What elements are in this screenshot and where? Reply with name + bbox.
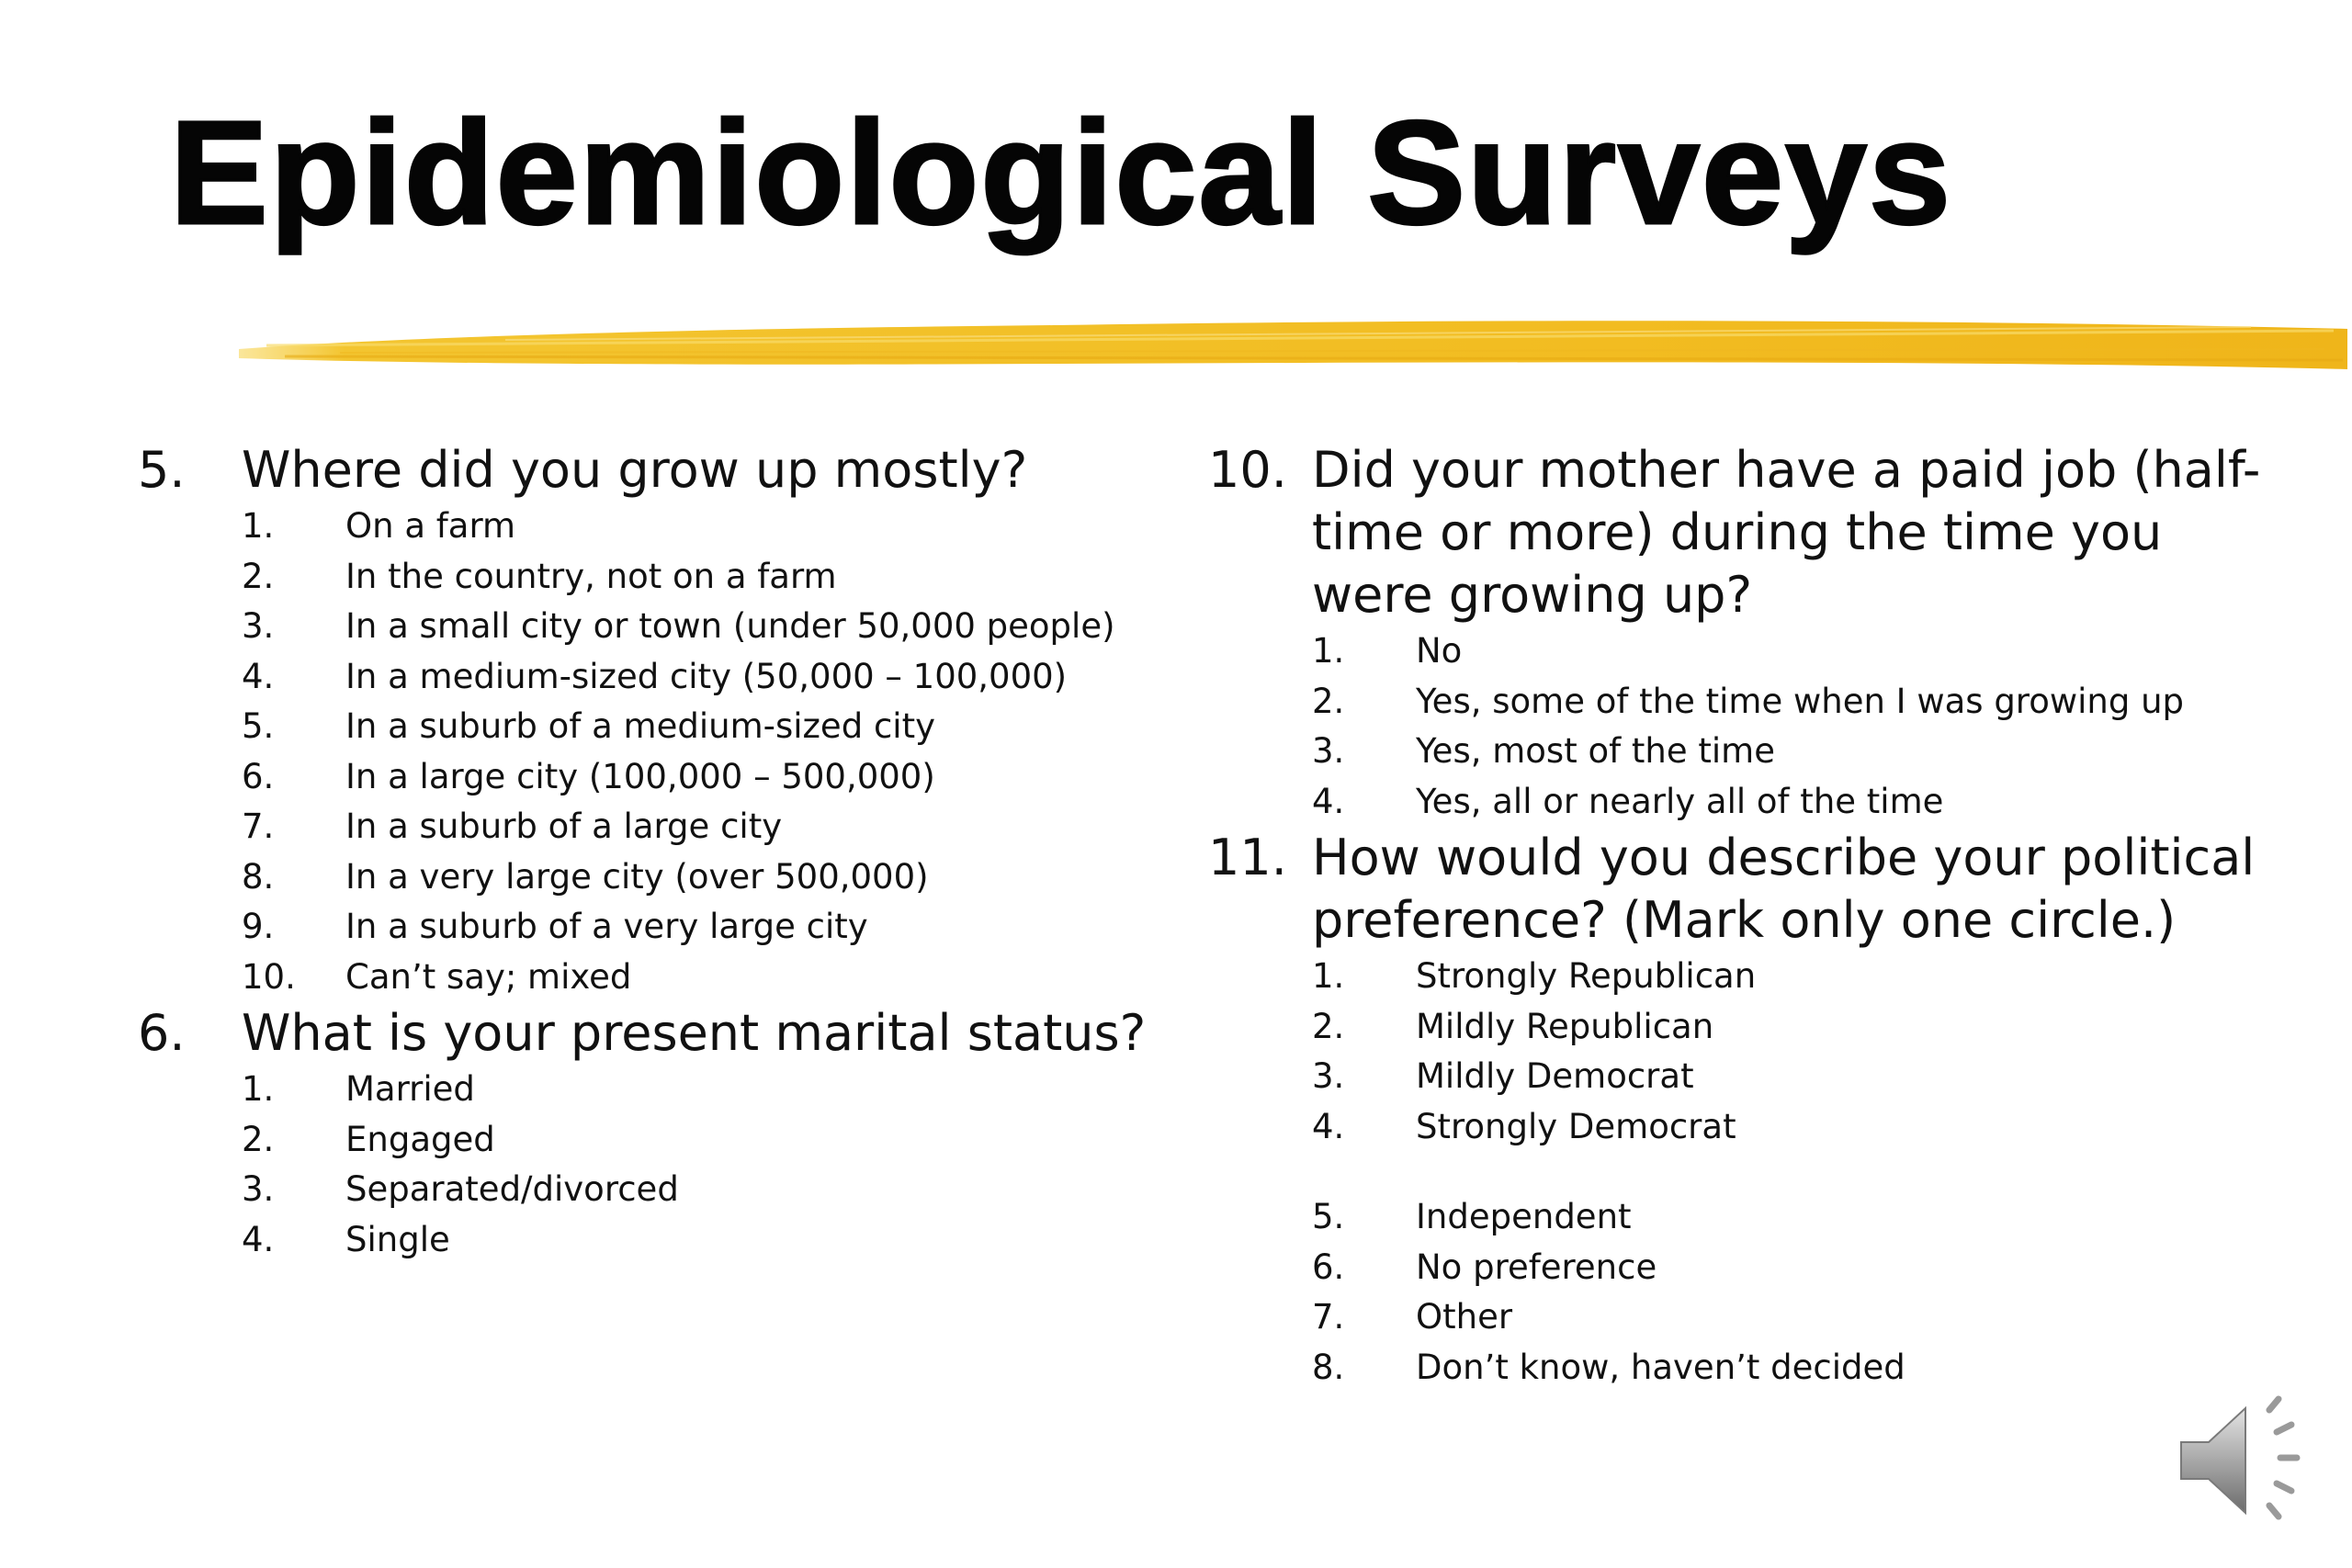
option-text: In a suburb of a large city [345, 807, 783, 846]
list-item [1312, 1243, 2274, 1293]
option-number: 1. [242, 1069, 275, 1109]
option-text: Independent [1416, 1197, 1632, 1236]
option-number: 9. [242, 907, 275, 946]
list-item [1312, 1102, 2274, 1153]
option-text: Yes, all or nearly all of the time [1416, 781, 1944, 821]
option-text: Strongly Republican [1416, 956, 1757, 996]
list-item [242, 702, 1148, 752]
option-number: 8. [1312, 1347, 1345, 1387]
question-number: 5. [138, 441, 186, 499]
list-spacer [1312, 1152, 2274, 1192]
list-item [242, 953, 1148, 1003]
option-text: Married [345, 1069, 475, 1109]
list-item [242, 652, 1148, 703]
question-number: 6. [138, 1004, 186, 1062]
option-number: 1. [242, 506, 275, 546]
list-item [242, 852, 1148, 903]
option-number: 4. [242, 1219, 275, 1259]
list-item [242, 802, 1148, 852]
speaker-icon[interactable] [2174, 1392, 2321, 1529]
list-item [1312, 727, 2274, 777]
list-item [242, 1065, 1148, 1115]
option-number: 1. [1312, 631, 1345, 671]
option-number: 3. [242, 606, 275, 646]
option-list [242, 1065, 1148, 1265]
option-number: 4. [242, 656, 275, 696]
option-text: In a large city (100,000 – 500,000) [345, 756, 935, 796]
list-item [242, 1165, 1148, 1215]
option-text: In a medium-sized city (50,000 – 100,000) [345, 656, 1068, 696]
option-text: Other [1416, 1297, 1513, 1337]
question-text: How would you describe your political preference? (Mark only one circle.) [1312, 829, 2256, 949]
list-item [1312, 626, 2274, 677]
option-text: Yes, some of the time when I was growing up [1416, 681, 2185, 721]
slide-title: Epidemiological Surveys [170, 90, 1952, 254]
question-text: Did your mother have a paid job (half-time or more) during the time you were growing up? [1312, 441, 2261, 624]
option-number: 4. [1312, 1106, 1345, 1146]
option-list [1312, 952, 2274, 1393]
option-text: In the country, not on a farm [345, 556, 837, 596]
option-text: Engaged [345, 1119, 495, 1159]
option-text: In a very large city (over 500,000) [345, 856, 929, 897]
option-number: 10. [242, 956, 296, 997]
option-number: 5. [242, 706, 275, 746]
option-text: No [1416, 631, 1463, 671]
option-text: No preference [1416, 1247, 1657, 1287]
option-number: 6. [242, 756, 275, 796]
option-list [1312, 626, 2274, 827]
list-item [242, 602, 1148, 652]
question-text: What is your present marital status? [242, 1004, 1147, 1062]
list-item [242, 1215, 1148, 1266]
list-item [1312, 1052, 2274, 1102]
list-item [242, 502, 1148, 552]
question-6 [138, 1002, 1148, 1265]
option-text: Mildly Democrat [1416, 1056, 1694, 1096]
option-text: Can’t say; mixed [345, 956, 632, 997]
option-text: Strongly Democrat [1416, 1106, 1736, 1146]
option-number: 5. [1312, 1197, 1345, 1236]
list-item [242, 552, 1148, 603]
option-number: 7. [242, 807, 275, 846]
option-number: 7. [1312, 1297, 1345, 1337]
option-list [242, 502, 1148, 1002]
list-item [1312, 1192, 2274, 1243]
option-number: 2. [242, 1119, 275, 1159]
list-item [1312, 1002, 2274, 1053]
list-item [242, 1115, 1148, 1166]
option-number: 3. [1312, 731, 1345, 771]
option-text: Single [345, 1219, 450, 1259]
option-number: 3. [242, 1169, 275, 1209]
question-number: 11. [1208, 829, 1287, 886]
option-number: 2. [1312, 681, 1345, 721]
option-number: 8. [242, 856, 275, 897]
question-10 [1208, 439, 2274, 827]
list-item [242, 752, 1148, 803]
list-item [242, 902, 1148, 953]
list-item [1312, 777, 2274, 828]
option-text: In a suburb of a medium-sized city [345, 706, 935, 746]
option-text: Don’t know, haven’t decided [1416, 1347, 1905, 1387]
yellow-brush-stroke [230, 303, 2352, 386]
option-text: Separated/divorced [345, 1169, 679, 1209]
option-number: 1. [1312, 956, 1345, 996]
list-item [1312, 1343, 2274, 1393]
question-11 [1208, 827, 2274, 1393]
list-item [1312, 952, 2274, 1002]
list-item [1312, 677, 2274, 728]
option-number: 2. [1312, 1006, 1345, 1046]
option-text: On a farm [345, 506, 516, 546]
option-number: 6. [1312, 1247, 1345, 1287]
question-number: 10. [1208, 441, 1287, 499]
option-number: 3. [1312, 1056, 1345, 1096]
question-5 [138, 439, 1148, 1002]
right-column [1208, 439, 2274, 1393]
option-text: Yes, most of the time [1416, 731, 1775, 771]
option-number: 2. [242, 556, 275, 596]
option-number: 4. [1312, 781, 1345, 821]
option-text: In a suburb of a very large city [345, 907, 868, 946]
option-text: Mildly Republican [1416, 1006, 1714, 1046]
question-text: Where did you grow up mostly? [242, 441, 1028, 499]
left-column [138, 439, 1148, 1265]
option-text: In a small city or town (under 50,000 people) [345, 606, 1115, 646]
list-item [1312, 1292, 2274, 1343]
